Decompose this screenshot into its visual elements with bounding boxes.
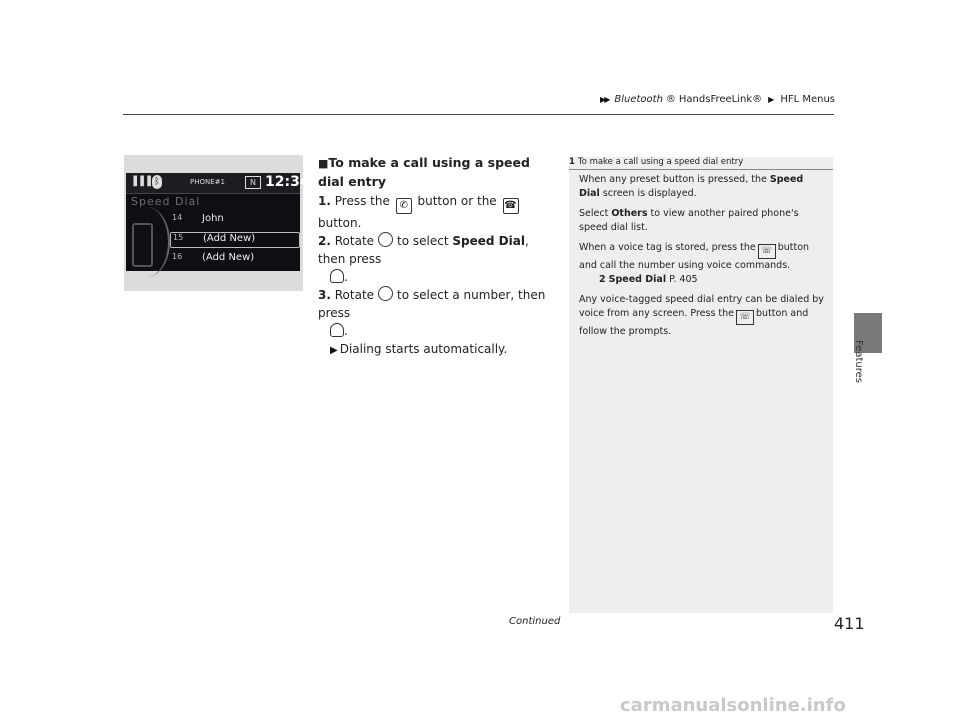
gear-indicator: N <box>245 176 261 189</box>
header-reg: ® <box>665 94 676 105</box>
step-2: 2. Rotate to select Speed Dial, then press <box>318 234 529 266</box>
talk-button-icon: ☏ <box>758 244 776 259</box>
row-number: 16 <box>172 252 183 261</box>
row-number: 15 <box>173 233 184 242</box>
display-screen <box>126 173 310 271</box>
handset-icon <box>132 223 153 267</box>
speed-dial-row <box>170 213 298 227</box>
continued-label: Continued <box>509 616 561 627</box>
side-tab-label: Features <box>853 340 864 383</box>
note-paragraph: Select Others to view another paired phone's speed dial list. <box>579 208 799 233</box>
step-3-cont: . <box>318 322 556 340</box>
row-label: (Add New) <box>202 252 255 263</box>
header-rule <box>123 114 834 115</box>
clock: 12:34 <box>265 174 310 190</box>
header-arrow: ▶ <box>768 95 775 104</box>
talk-button-icon: ☏ <box>736 310 754 325</box>
page-number: 411 <box>834 614 865 633</box>
header-arrows: ▶▶ <box>600 95 609 104</box>
rotate-knob-icon <box>378 232 393 247</box>
note-paragraph: When a voice tag is stored, press the ☏ button and call the number using voice commands. <box>579 242 810 271</box>
step-3: 3. Rotate to select a number, then press <box>318 288 546 320</box>
notes-body <box>579 173 827 345</box>
screen-title: Speed Dial <box>131 195 201 208</box>
side-tab <box>852 340 866 400</box>
phone-label: PHONE#1 <box>190 178 225 186</box>
speed-dial-screen-image <box>124 155 310 291</box>
row-label: John <box>202 213 224 224</box>
press-knob-icon <box>330 269 344 283</box>
signal-icon: ▐▐▐ <box>130 177 151 187</box>
phone-button-icon: ✆ <box>396 198 412 214</box>
pick-up-button-icon: ☎ <box>503 198 519 214</box>
press-knob-icon <box>330 323 344 337</box>
step-result: ▶ Dialing starts automatically. <box>330 342 508 356</box>
header-section: HFL Menus <box>780 94 835 105</box>
note-reference: 2 Speed Dial P. 405 <box>599 273 698 285</box>
rotate-knob-icon <box>378 286 393 301</box>
bluetooth-icon: ᛒ <box>152 175 162 189</box>
speed-dial-row <box>170 252 298 266</box>
notes-heading: 1 To make a call using a speed dial entry <box>569 157 833 170</box>
step-2-cont: . <box>318 268 556 286</box>
header-hfl: HandsFreeLink® <box>678 94 763 105</box>
speed-dial-row-selected <box>170 232 300 248</box>
watermark: carmanualsonline.info <box>620 695 846 716</box>
status-bar <box>126 173 310 194</box>
instructions-heading: ■To make a call using a speed dial entry <box>318 155 530 189</box>
running-header <box>600 94 835 105</box>
row-label: (Add New) <box>203 233 256 244</box>
instructions <box>318 154 556 360</box>
header-bluetooth: Bluetooth <box>614 94 663 105</box>
note-paragraph: When any preset button is pressed, the Speed Dial screen is displayed. <box>579 174 804 199</box>
row-number: 14 <box>172 213 183 222</box>
step-1: 1. Press the ✆ button or the ☎ button. <box>318 194 517 230</box>
note-paragraph: Any voice-tagged speed dial entry can be dialed by voice from any screen. Press the ☏ button and follow the prompts. <box>579 294 824 337</box>
